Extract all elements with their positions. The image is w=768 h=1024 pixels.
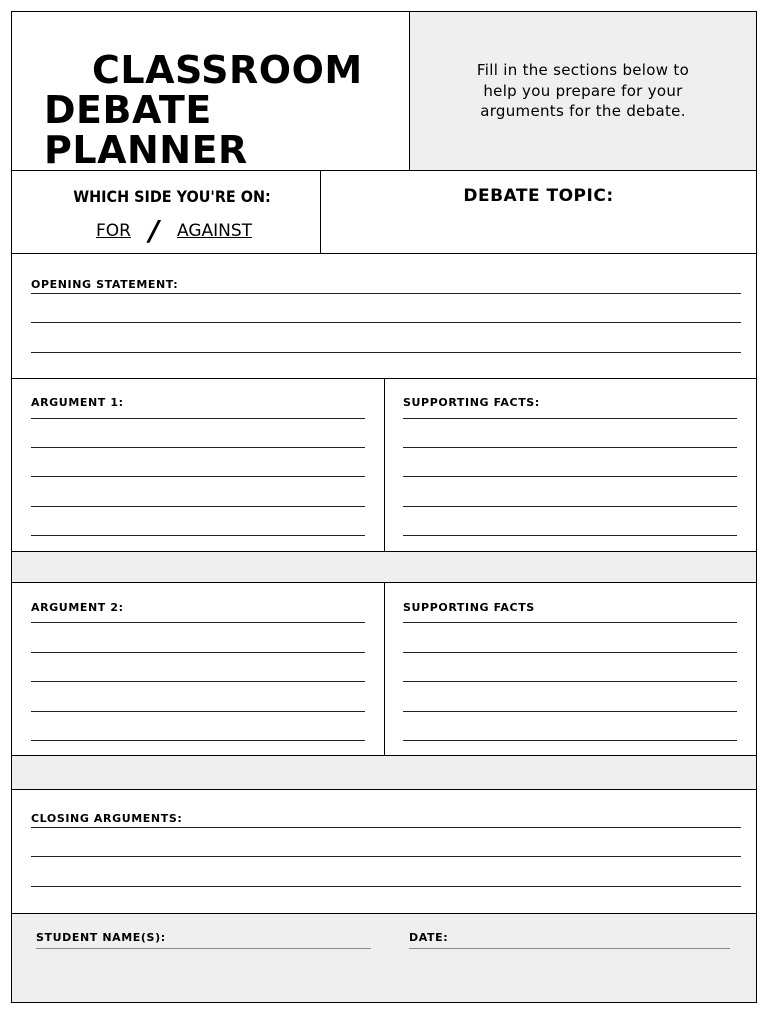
supporting1-line-3[interactable] [403,476,737,477]
argument1-line-3[interactable] [31,476,365,477]
argument2-divider [384,582,385,756]
supporting1-line-2[interactable] [403,447,737,448]
supporting-facts1-label: SUPPORTING FACTS: [403,396,540,409]
against-option[interactable]: AGAINST [177,221,253,241]
title-line-3: PLANNER [44,128,248,172]
closing-arguments-label: CLOSING ARGUMENTS: [31,812,183,825]
argument2-line-5[interactable] [31,740,365,741]
argument1-label: ARGUMENT 1: [31,396,124,409]
side-row-bottom-border [12,253,756,254]
supporting-facts2-label: SUPPORTING FACTS [403,601,535,614]
supporting1-line-4[interactable] [403,506,737,507]
argument2-line-4[interactable] [31,711,365,712]
closing-line-2[interactable] [31,856,741,857]
opening-line-2[interactable] [31,322,741,323]
argument1-bottom-border [12,551,756,552]
page-title [44,50,363,170]
supporting2-line-4[interactable] [403,711,737,712]
supporting2-line-1[interactable] [403,622,737,623]
side-separator: / [149,214,160,247]
instructions-line-2: help you prepare for your [483,81,683,100]
date-line[interactable] [409,948,730,949]
instructions-text [410,60,756,122]
closing-top-border [12,789,756,790]
student-names-label: STUDENT NAME(S): [36,931,166,944]
closing-line-1[interactable] [31,827,741,828]
instructions-line-1: Fill in the sections below to [476,61,690,79]
for-option[interactable]: FOR [96,221,131,241]
closing-line-3[interactable] [31,886,741,887]
argument1-line-1[interactable] [31,418,365,419]
opening-line-3[interactable] [31,352,741,353]
argument2-bottom-border [12,755,756,756]
side-label: WHICH SIDE YOU'RE ON: [73,187,271,206]
argument2-line-1[interactable] [31,622,365,623]
argument1-line-2[interactable] [31,447,365,448]
supporting2-line-3[interactable] [403,681,737,682]
supporting2-line-5[interactable] [403,740,737,741]
argument1-divider [384,378,385,551]
argument2-line-3[interactable] [31,681,365,682]
title-line-2: DEBATE [44,88,212,132]
side-topic-divider [320,171,321,254]
supporting1-line-1[interactable] [403,418,737,419]
instructions-line-3: arguments for the debate. [480,102,686,120]
date-label: DATE: [409,931,449,944]
argument2-line-2[interactable] [31,652,365,653]
argument1-line-5[interactable] [31,535,365,536]
argument1-line-4[interactable] [31,506,365,507]
supporting1-line-5[interactable] [403,535,737,536]
supporting2-line-2[interactable] [403,652,737,653]
opening-statement-label: OPENING STATEMENT: [31,278,179,291]
title-line-1: CLASSROOM [92,48,363,92]
student-names-line[interactable] [36,948,371,949]
closing-bottom-border [12,913,756,914]
argument2-label: ARGUMENT 2: [31,601,124,614]
opening-line-1[interactable] [31,293,741,294]
debate-topic-label: DEBATE TOPIC: [463,186,614,206]
